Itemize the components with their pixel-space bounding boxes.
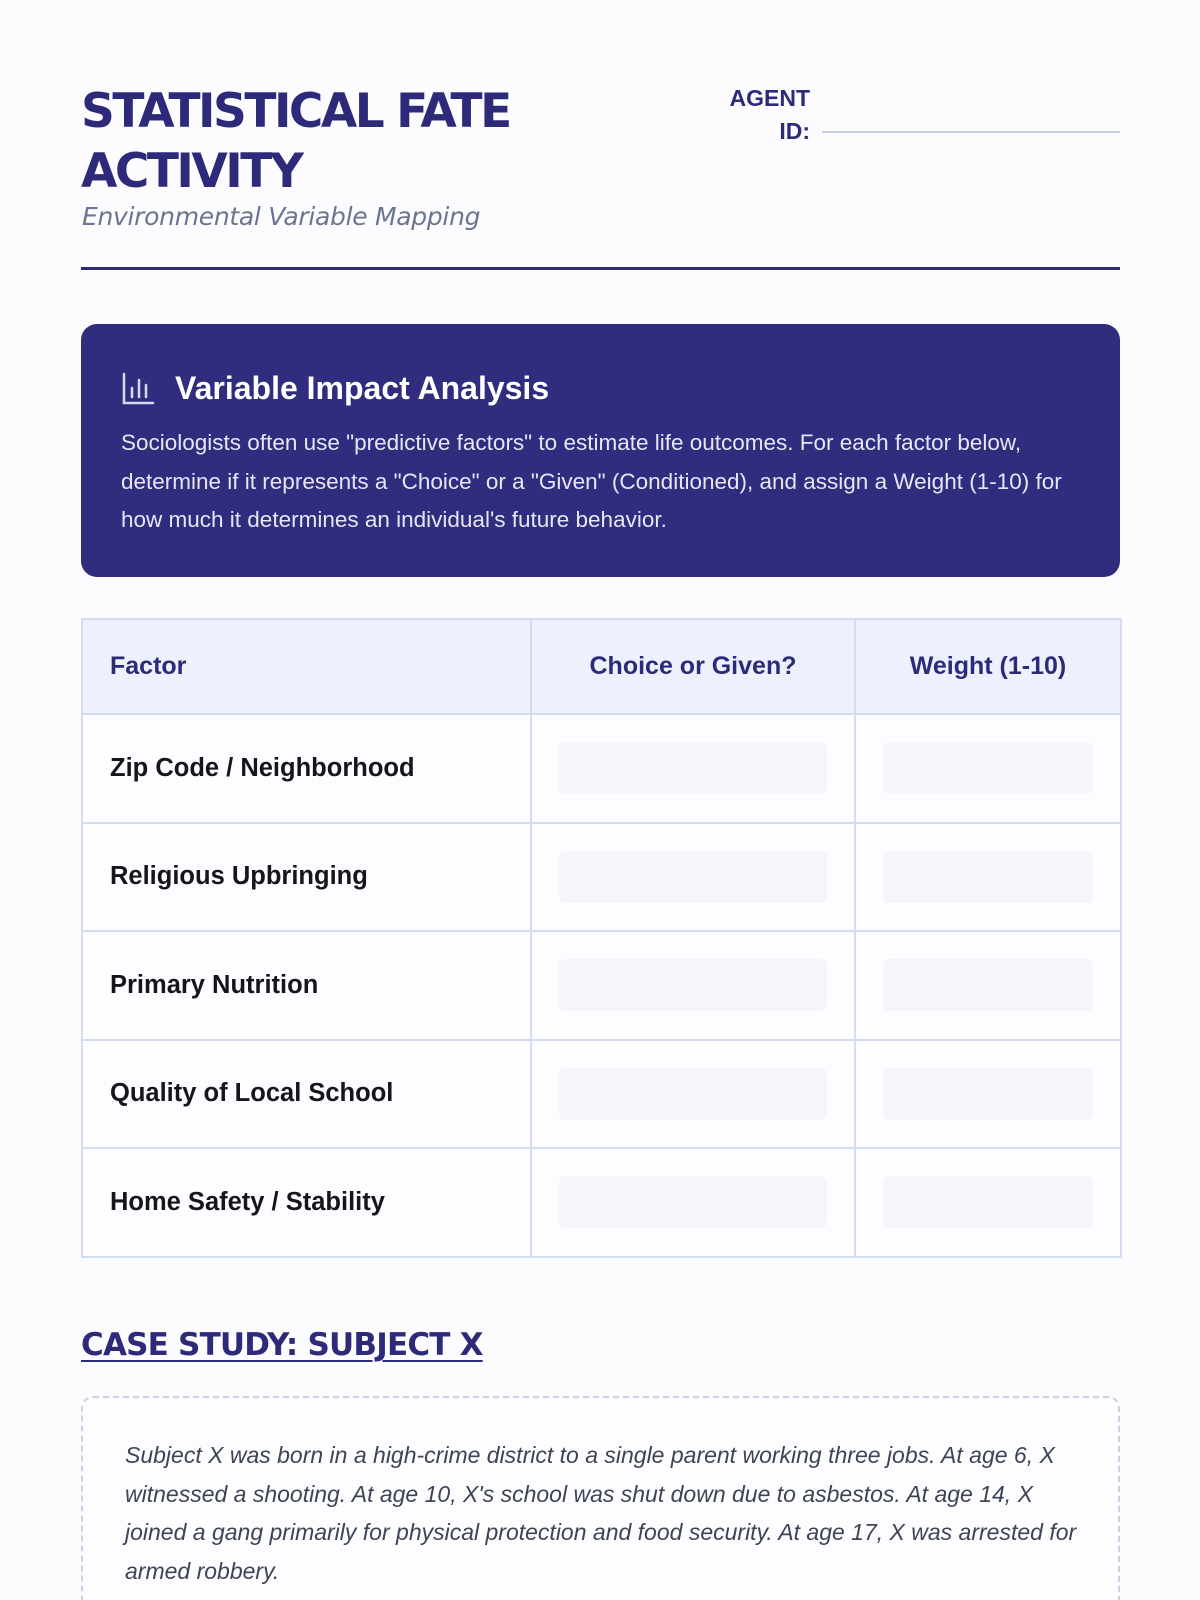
table-header-row	[82, 619, 1121, 714]
page-subtitle: Environmental Variable Mapping	[82, 202, 481, 231]
table-row	[82, 823, 1121, 932]
choice-or-given-input[interactable]	[559, 851, 827, 903]
instructions-panel	[81, 324, 1120, 577]
worksheet-header	[81, 82, 1120, 270]
choice-or-given-input[interactable]	[559, 959, 827, 1011]
instructions-title: Variable Impact Analysis	[175, 370, 550, 406]
header-factor: Factor	[82, 619, 531, 714]
factor-name: Zip Code / Neighborhood	[82, 714, 531, 823]
choice-cell	[531, 714, 855, 823]
choice-or-given-input[interactable]	[559, 1176, 827, 1228]
header-weight: Weight (1-10)	[855, 619, 1121, 714]
factor-table	[81, 618, 1122, 1258]
weight-input[interactable]	[883, 1068, 1093, 1120]
case-study-text: Subject X was born in a high-crime district to a single parent working three jobs. At age 6, X witnessed a shooting. At age 10, X's school was shut down due to asbestos. At age 14, X joined a gang primarily for physical protection and food security. At age 17, X was arrested for armed robbery.	[125, 1442, 1077, 1584]
weight-cell	[855, 714, 1121, 823]
bar-chart-icon	[121, 372, 155, 406]
choice-cell	[531, 823, 855, 932]
weight-cell	[855, 931, 1121, 1040]
choice-cell	[531, 1148, 855, 1257]
weight-cell	[855, 1040, 1121, 1149]
page-title: STATISTICAL FATE ACTIVITY	[81, 84, 510, 199]
agent-id-field	[711, 82, 1120, 152]
choice-or-given-input[interactable]	[559, 1068, 827, 1120]
weight-input[interactable]	[883, 959, 1093, 1011]
worksheet-page	[81, 0, 1120, 1600]
header-choice-or-given: Choice or Given?	[531, 619, 855, 714]
case-study-box	[81, 1396, 1120, 1600]
weight-input[interactable]	[883, 1176, 1093, 1228]
factor-name: Religious Upbringing	[82, 823, 531, 932]
factor-name: Primary Nutrition	[82, 931, 531, 1040]
weight-input[interactable]	[883, 742, 1093, 794]
factor-name: Quality of Local School	[82, 1040, 531, 1149]
factor-name: Home Safety / Stability	[82, 1148, 531, 1257]
agent-id-label: AGENT ID:	[729, 85, 810, 144]
agent-id-input-line[interactable]	[822, 131, 1120, 133]
weight-cell	[855, 823, 1121, 932]
table-row	[82, 931, 1121, 1040]
choice-cell	[531, 931, 855, 1040]
weight-input[interactable]	[883, 851, 1093, 903]
choice-cell	[531, 1040, 855, 1149]
weight-cell	[855, 1148, 1121, 1257]
table-row	[82, 1040, 1121, 1149]
case-study-heading: CASE STUDY: SUBJECT X	[81, 1327, 483, 1363]
table-row	[82, 714, 1121, 823]
instructions-text: Sociologists often use "predictive factors" to estimate life outcomes. For each factor below, determine if it represents a "Choice" or a "Given" (Conditioned), and assign a Weight (1-10) for how much it determines an individual's future behavior.	[121, 430, 1062, 532]
table-row	[82, 1148, 1121, 1257]
choice-or-given-input[interactable]	[559, 742, 827, 794]
